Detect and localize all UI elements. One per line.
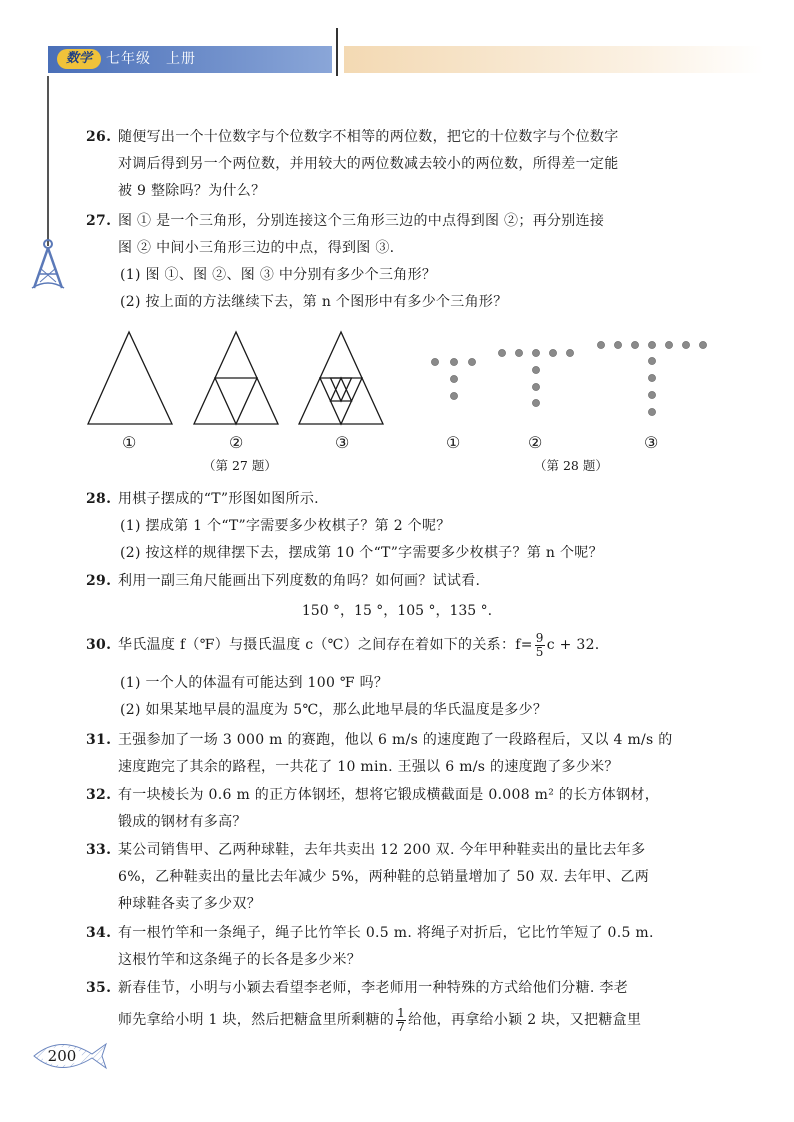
- figure-label: ②: [229, 433, 244, 452]
- dot: [549, 349, 556, 356]
- question-number: 32.: [86, 787, 112, 803]
- header-decoration: [344, 46, 764, 73]
- question-28: [86, 486, 726, 567]
- figure-label: ①: [446, 433, 461, 452]
- figure-label: ③: [644, 433, 659, 452]
- dot: [665, 341, 672, 348]
- dot: [648, 374, 655, 381]
- question-number: 35.: [86, 980, 112, 996]
- question-text: 6%，乙种鞋卖出的量比去年减少 5%，两种鞋的总销量增加了 50 双. 去年甲、乙两: [118, 869, 650, 885]
- header-divider: [336, 28, 338, 76]
- dot: [566, 349, 573, 356]
- question-number: 27.: [86, 213, 112, 229]
- compass-icon: [28, 238, 68, 294]
- dot: [648, 391, 655, 398]
- question-number: 30.: [86, 637, 112, 653]
- question-text: 速度跑完了其余的路程，一共花了 10 min. 王强以 6 m/s 的速度跑了多少米？: [118, 759, 619, 775]
- caption-28: （第 28 题）: [534, 458, 608, 473]
- question-text: 用棋子摆成的“T”形图如图所示.: [118, 491, 319, 507]
- sub-question-2: (2) 按这样的规律摆下去，摆成第 10 个“T”字需要多少枚棋子？第 n 个呢？: [120, 545, 603, 561]
- triangle-2-inner: [215, 378, 257, 424]
- question-text: c + 32.: [546, 637, 600, 653]
- fraction-1-7: $\frac{1}{7}$: [397, 1005, 406, 1034]
- question-text: 这根竹竿和这条绳子的长各是多少米？: [118, 952, 362, 968]
- caption-27: （第 27 题）: [203, 458, 277, 473]
- triangle-3-innermost: [331, 378, 352, 401]
- dot: [648, 408, 655, 415]
- figure-28-dots: [426, 336, 716, 420]
- dot: [648, 341, 655, 348]
- sub-question-1: (1) 图 ①、图 ②、图 ③ 中分别有多少个三角形？: [120, 267, 437, 283]
- dot: [431, 358, 438, 365]
- question-text: 某公司销售甲、乙两种球鞋，去年共卖出 12 200 双. 今年甲种鞋卖出的量比去年多: [118, 842, 646, 858]
- fraction-9-5: $\frac{9}{5}$: [535, 630, 544, 659]
- dot: [515, 349, 522, 356]
- book-title: 七年级 上册: [106, 51, 196, 67]
- question-30: [86, 630, 726, 660]
- sub-question-2: (2) 如果某地早晨的温度为 5℃，那么此地早晨的华氏温度是多少？: [120, 702, 548, 718]
- question-34: [86, 920, 726, 974]
- question-text: 随便写出一个十位数字与个位数字不相等的两位数，把它的十位数字与个位数字: [118, 129, 619, 145]
- question-text: 新春佳节，小明与小颖去看望李老师，李老师用一种特殊的方式给他们分糖. 李老: [118, 980, 628, 996]
- dot: [648, 357, 655, 364]
- question-number: 29.: [86, 573, 112, 589]
- question-30-subs: [86, 670, 726, 724]
- triangle-3-center: [331, 378, 352, 401]
- question-text: 图 ① 是一个三角形，分别连接这个三角形三边的中点得到图 ②；再分别连接: [118, 213, 605, 229]
- question-number: 28.: [86, 491, 112, 507]
- sub-question-2: (2) 按上面的方法继续下去，第 n 个图形中有多少个三角形？: [120, 294, 508, 310]
- sub-question-1: (1) 一个人的体温有可能达到 100 ℉ 吗？: [120, 675, 389, 691]
- question-text: 华氏温度 f（℉）与摄氏温度 c（℃）之间存在着如下的关系：f=: [118, 637, 533, 653]
- dot: [498, 349, 505, 356]
- question-text: 王强参加了一场 3 000 m 的赛跑，他以 6 m/s 的速度跑了一段路程后，又以 4 m/s 的: [118, 732, 673, 748]
- question-text: 锻成的钢材有多高？: [118, 814, 247, 830]
- dot: [450, 358, 457, 365]
- question-text: 对调后得到另一个两位数，并用较大的两位数减去较小的两位数，所得差一定能: [118, 156, 619, 172]
- question-text: 利用一副三角尺能画出下列度数的角吗？如何画？试试看.: [118, 573, 481, 589]
- dot: [699, 341, 706, 348]
- page-number: 200: [47, 1047, 77, 1065]
- dot: [468, 358, 475, 365]
- question-32: [86, 782, 726, 836]
- margin-rule: [47, 76, 49, 246]
- question-33: [86, 837, 726, 918]
- dot: [682, 341, 689, 348]
- angle-list: 150 °，15 °，105 °，135 °.: [301, 603, 493, 619]
- dot: [532, 366, 539, 373]
- dot: [631, 341, 638, 348]
- dot: [532, 349, 539, 356]
- figure-label: ②: [528, 433, 543, 452]
- question-number: 34.: [86, 925, 112, 941]
- question-number: 26.: [86, 129, 112, 145]
- question-text: 有一根竹竿和一条绳子，绳子比竹竿长 0.5 m. 将绳子对折后，它比竹竿短了 0.5 m.: [118, 925, 654, 941]
- question-text: 有一块棱长为 0.6 m 的正方体钢坯，想将它锻成横截面是 0.008 m² 的长方体钢材，: [118, 787, 660, 803]
- question-26: [86, 124, 726, 205]
- figure-label: ③: [335, 433, 350, 452]
- question-text: 图 ② 中间小三角形三边的中点，得到图 ③.: [118, 240, 395, 256]
- dot: [532, 383, 539, 390]
- question-29: [86, 568, 726, 595]
- question-text: 被 9 整除吗？为什么？: [118, 183, 266, 199]
- dot: [614, 341, 621, 348]
- figure-27-triangles: [84, 330, 394, 426]
- sub-question-1: (1) 摆成第 1 个“T”字需要多少枚棋子？第 2 个呢？: [120, 518, 451, 534]
- dot: [450, 392, 457, 399]
- dot: [597, 341, 604, 348]
- dot: [450, 375, 457, 382]
- question-text: 师先拿给小明 1 块，然后把糖盒里所剩糖的: [118, 1012, 395, 1028]
- question-27: [86, 208, 726, 316]
- question-number: 33.: [86, 842, 112, 858]
- question-31: [86, 727, 726, 781]
- question-text: 种球鞋各卖了多少双？: [118, 896, 261, 912]
- question-number: 31.: [86, 732, 112, 748]
- question-35: [86, 975, 726, 1038]
- figure-label: ①: [122, 433, 137, 452]
- dot: [532, 399, 539, 406]
- question-text: 给他，再拿给小颖 2 块，又把糖盒里: [408, 1012, 642, 1028]
- triangle-1: [88, 332, 172, 424]
- subject-badge: 数学: [57, 49, 101, 69]
